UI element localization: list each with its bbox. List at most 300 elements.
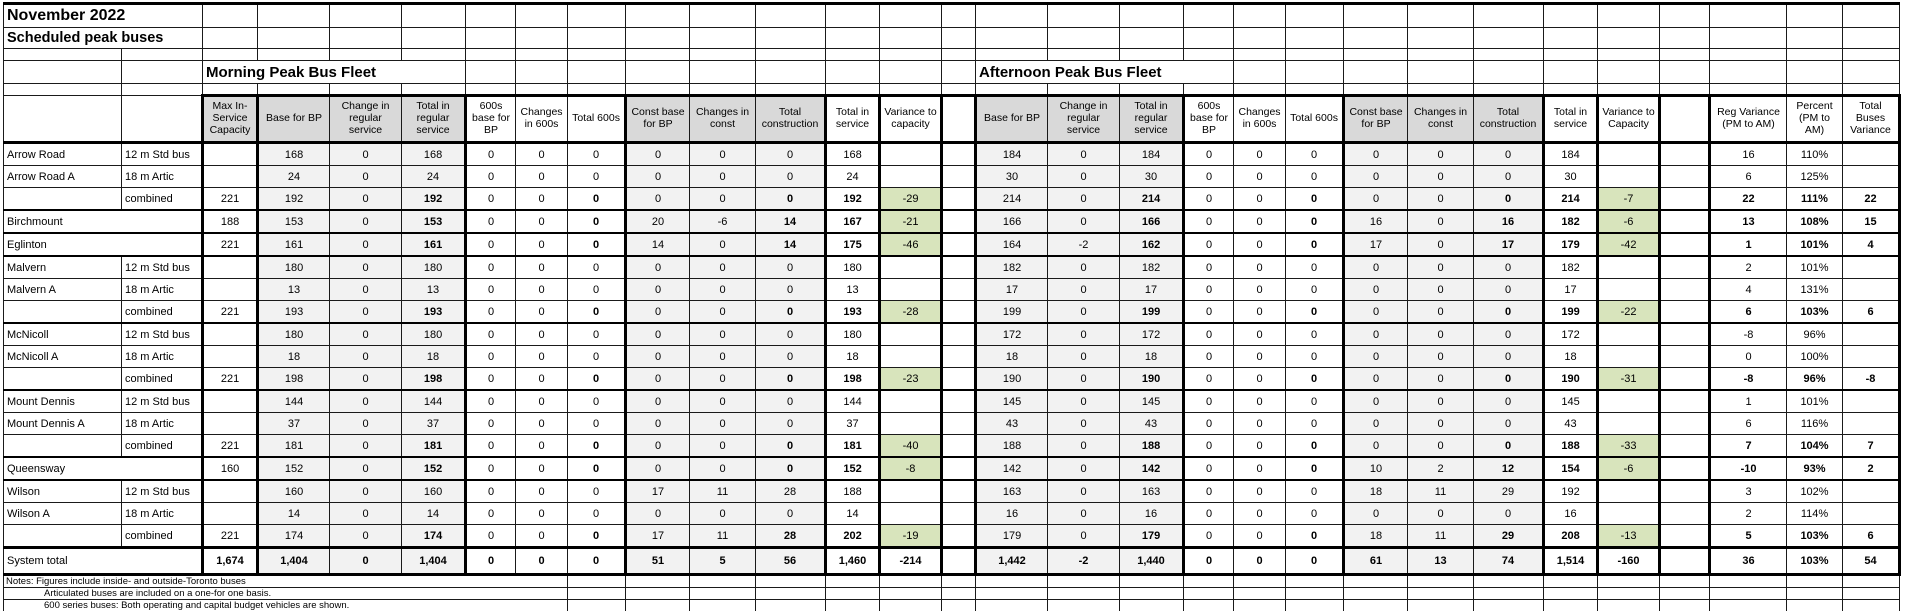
value-cell[interactable]: -8 — [880, 457, 942, 480]
value-cell[interactable]: 114% — [1787, 503, 1843, 525]
empty-cell[interactable] — [516, 84, 568, 96]
value-cell[interactable]: 0 — [1408, 256, 1474, 279]
value-cell[interactable]: 6 — [1710, 166, 1787, 188]
empty-cell[interactable] — [516, 49, 568, 61]
capacity-cell[interactable] — [203, 346, 258, 368]
spacer-cell[interactable] — [942, 188, 976, 211]
empty-cell[interactable] — [402, 28, 466, 49]
value-cell[interactable]: 24 — [402, 166, 466, 188]
value-cell[interactable]: 96% — [1787, 368, 1843, 391]
value-cell[interactable] — [1598, 413, 1660, 435]
value-cell[interactable]: 54 — [1843, 548, 1900, 575]
empty-cell[interactable] — [1544, 4, 1598, 28]
value-cell[interactable]: 102% — [1787, 480, 1843, 503]
capacity-cell[interactable] — [203, 413, 258, 435]
value-cell[interactable]: 0 — [568, 346, 626, 368]
value-cell[interactable]: 16 — [976, 503, 1048, 525]
row-label[interactable]: Wilson — [4, 480, 122, 503]
empty-cell[interactable] — [1120, 588, 1184, 600]
value-cell[interactable]: 0 — [1344, 188, 1408, 211]
value-cell[interactable]: 0 — [756, 390, 826, 413]
value-cell[interactable] — [880, 390, 942, 413]
value-cell[interactable]: 142 — [976, 457, 1048, 480]
capacity-cell[interactable] — [203, 256, 258, 279]
value-cell[interactable]: 0 — [626, 323, 690, 346]
col-header-am-600s-changes[interactable]: Changes in 600s — [516, 96, 568, 143]
value-cell[interactable] — [1843, 166, 1900, 188]
value-cell[interactable]: 2 — [1843, 457, 1900, 480]
value-cell[interactable]: 168 — [402, 143, 466, 166]
value-cell[interactable]: 0 — [690, 503, 756, 525]
empty-cell[interactable] — [1120, 575, 1184, 588]
empty-cell[interactable] — [690, 49, 756, 61]
value-cell[interactable]: 96% — [1787, 323, 1843, 346]
value-cell[interactable]: 190 — [1120, 368, 1184, 391]
empty-cell[interactable] — [1660, 61, 1710, 84]
value-cell[interactable]: 0 — [1184, 480, 1234, 503]
value-cell[interactable]: 17 — [626, 480, 690, 503]
empty-cell[interactable] — [976, 28, 1048, 49]
value-cell[interactable]: 20 — [626, 210, 690, 233]
bus-type-label[interactable]: 18 m Artic — [122, 166, 203, 188]
empty-cell[interactable] — [203, 28, 258, 49]
value-cell[interactable]: 0 — [568, 323, 626, 346]
value-cell[interactable]: 0 — [1234, 548, 1286, 575]
value-cell[interactable]: 168 — [826, 143, 880, 166]
empty-cell[interactable] — [1474, 4, 1544, 28]
value-cell[interactable]: 13 — [402, 279, 466, 301]
empty-cell[interactable] — [1843, 28, 1900, 49]
capacity-cell[interactable] — [203, 143, 258, 166]
empty-cell[interactable] — [1286, 84, 1344, 96]
empty-cell[interactable] — [1286, 575, 1344, 588]
value-cell[interactable] — [1843, 346, 1900, 368]
value-cell[interactable]: 0 — [466, 368, 516, 391]
value-cell[interactable]: 0 — [1408, 233, 1474, 256]
empty-cell[interactable] — [1048, 575, 1120, 588]
value-cell[interactable]: 16 — [1710, 143, 1787, 166]
capacity-cell[interactable]: 160 — [203, 457, 258, 480]
value-cell[interactable]: 0 — [516, 435, 568, 458]
spacer-cell[interactable] — [1660, 525, 1710, 548]
col-header-capacity[interactable]: Max In-Service Capacity — [203, 96, 258, 143]
value-cell[interactable]: 0 — [568, 233, 626, 256]
empty-cell[interactable] — [568, 84, 626, 96]
empty-cell[interactable] — [1184, 49, 1234, 61]
value-cell[interactable]: 152 — [826, 457, 880, 480]
empty-cell[interactable] — [626, 600, 690, 611]
value-cell[interactable]: 11 — [1408, 525, 1474, 548]
value-cell[interactable]: 0 — [466, 525, 516, 548]
empty-cell[interactable] — [1544, 575, 1598, 588]
value-cell[interactable]: 0 — [1048, 435, 1120, 458]
value-cell[interactable]: 0 — [1184, 525, 1234, 548]
value-cell[interactable]: 131% — [1787, 279, 1843, 301]
value-cell[interactable]: 101% — [1787, 256, 1843, 279]
value-cell[interactable]: 1,514 — [1544, 548, 1598, 575]
value-cell[interactable]: 0 — [1234, 480, 1286, 503]
value-cell[interactable]: 18 — [1120, 346, 1184, 368]
value-cell[interactable]: 0 — [466, 457, 516, 480]
spacer-cell[interactable] — [1660, 166, 1710, 188]
value-cell[interactable]: 0 — [1184, 279, 1234, 301]
value-cell[interactable]: 101% — [1787, 390, 1843, 413]
value-cell[interactable]: 4 — [1843, 233, 1900, 256]
value-cell[interactable]: 0 — [1234, 210, 1286, 233]
value-cell[interactable]: 18 — [1344, 480, 1408, 503]
value-cell[interactable]: 0 — [1286, 548, 1344, 575]
value-cell[interactable]: 30 — [976, 166, 1048, 188]
value-cell[interactable]: 0 — [330, 390, 402, 413]
gap-header[interactable] — [1660, 96, 1710, 143]
value-cell[interactable]: 0 — [1048, 143, 1120, 166]
empty-cell[interactable] — [880, 575, 942, 588]
col-header-am-600s-base[interactable]: 600s base for BP — [466, 96, 516, 143]
value-cell[interactable]: 0 — [1286, 210, 1344, 233]
value-cell[interactable]: 17 — [976, 279, 1048, 301]
value-cell[interactable]: 1,440 — [1120, 548, 1184, 575]
col-header-pm-const-changes[interactable]: Changes in const — [1408, 96, 1474, 143]
empty-cell[interactable] — [1598, 588, 1660, 600]
value-cell[interactable]: 7 — [1710, 435, 1787, 458]
value-cell[interactable]: 0 — [626, 166, 690, 188]
bus-type-label[interactable]: 18 m Artic — [122, 503, 203, 525]
value-cell[interactable]: 17 — [1120, 279, 1184, 301]
value-cell[interactable] — [1843, 143, 1900, 166]
value-cell[interactable]: 0 — [1184, 210, 1234, 233]
empty-cell[interactable] — [826, 4, 880, 28]
empty-cell[interactable] — [1234, 84, 1286, 96]
value-cell[interactable]: 174 — [258, 525, 330, 548]
empty-cell[interactable] — [942, 588, 976, 600]
value-cell[interactable] — [880, 143, 942, 166]
value-cell[interactable]: 111% — [1787, 188, 1843, 211]
afternoon-section-title[interactable]: Afternoon Peak Bus Fleet — [976, 61, 1234, 84]
value-cell[interactable]: 0 — [690, 346, 756, 368]
value-cell[interactable]: 0 — [690, 413, 756, 435]
value-cell[interactable]: 0 — [568, 548, 626, 575]
value-cell[interactable]: 0 — [516, 457, 568, 480]
row-label[interactable]: McNicoll A — [4, 346, 122, 368]
row-label[interactable]: Malvern — [4, 256, 122, 279]
value-cell[interactable]: 104% — [1787, 435, 1843, 458]
value-cell[interactable]: 0 — [1184, 323, 1234, 346]
value-cell[interactable]: 56 — [756, 548, 826, 575]
value-cell[interactable]: 161 — [258, 233, 330, 256]
value-cell[interactable]: 0 — [330, 413, 402, 435]
value-cell[interactable]: 0 — [1234, 188, 1286, 211]
value-cell[interactable]: 0 — [626, 188, 690, 211]
value-cell[interactable]: 0 — [1474, 166, 1544, 188]
value-cell[interactable]: -6 — [1598, 457, 1660, 480]
value-cell[interactable]: 0 — [1408, 323, 1474, 346]
value-cell[interactable]: 0 — [756, 368, 826, 391]
value-cell[interactable]: 0 — [516, 323, 568, 346]
empty-cell[interactable] — [1843, 4, 1900, 28]
value-cell[interactable]: 1 — [1710, 390, 1787, 413]
empty-cell[interactable] — [466, 28, 516, 49]
value-cell[interactable]: 0 — [1234, 301, 1286, 324]
bus-type-label[interactable]: combined — [122, 301, 203, 324]
empty-cell[interactable] — [1234, 600, 1286, 611]
value-cell[interactable] — [880, 480, 942, 503]
empty-cell[interactable] — [1286, 600, 1344, 611]
value-cell[interactable]: 0 — [1344, 390, 1408, 413]
value-cell[interactable]: 0 — [1048, 413, 1120, 435]
value-cell[interactable]: -23 — [880, 368, 942, 391]
spacer-cell[interactable] — [942, 279, 976, 301]
value-cell[interactable]: 142 — [1120, 457, 1184, 480]
empty-cell[interactable] — [1787, 600, 1843, 611]
value-cell[interactable]: 198 — [258, 368, 330, 391]
empty-cell[interactable] — [203, 84, 258, 96]
empty-cell[interactable] — [568, 28, 626, 49]
col-header-pm-base[interactable]: Base for BP — [976, 96, 1048, 143]
value-cell[interactable]: -40 — [880, 435, 942, 458]
value-cell[interactable]: 0 — [568, 525, 626, 548]
value-cell[interactable]: 16 — [1474, 210, 1544, 233]
value-cell[interactable]: 172 — [1120, 323, 1184, 346]
value-cell[interactable]: 168 — [258, 143, 330, 166]
value-cell[interactable]: 163 — [976, 480, 1048, 503]
value-cell[interactable]: 0 — [1474, 390, 1544, 413]
value-cell[interactable]: -42 — [1598, 233, 1660, 256]
value-cell[interactable]: 0 — [1048, 368, 1120, 391]
empty-cell[interactable] — [1234, 61, 1286, 84]
value-cell[interactable]: 2 — [1408, 457, 1474, 480]
value-cell[interactable]: 0 — [1408, 390, 1474, 413]
empty-cell[interactable] — [826, 588, 880, 600]
value-cell[interactable]: 17 — [626, 525, 690, 548]
spacer-cell[interactable] — [1660, 323, 1710, 346]
col-header-am-const-changes[interactable]: Changes in const — [690, 96, 756, 143]
value-cell[interactable]: 15 — [1843, 210, 1900, 233]
spacer-cell[interactable] — [1660, 279, 1710, 301]
spacer-cell[interactable] — [942, 166, 976, 188]
empty-cell[interactable] — [203, 49, 258, 61]
value-cell[interactable]: 180 — [258, 323, 330, 346]
row-label[interactable]: Birchmount — [4, 210, 203, 233]
spacer-cell[interactable] — [1660, 368, 1710, 391]
empty-cell[interactable] — [1184, 84, 1234, 96]
row-label[interactable] — [4, 301, 122, 324]
empty-cell[interactable] — [258, 49, 330, 61]
value-cell[interactable]: 180 — [258, 256, 330, 279]
capacity-cell[interactable] — [203, 166, 258, 188]
empty-cell[interactable] — [1787, 588, 1843, 600]
value-cell[interactable]: 0 — [516, 143, 568, 166]
empty-cell[interactable] — [826, 61, 880, 84]
empty-cell[interactable] — [568, 575, 626, 588]
col-header-pm-600s-base[interactable]: 600s base for BP — [1184, 96, 1234, 143]
value-cell[interactable]: -13 — [1598, 525, 1660, 548]
value-cell[interactable]: 0 — [1184, 390, 1234, 413]
value-cell[interactable]: 0 — [690, 188, 756, 211]
row-label[interactable]: Wilson A — [4, 503, 122, 525]
value-cell[interactable]: 144 — [258, 390, 330, 413]
value-cell[interactable] — [1843, 323, 1900, 346]
value-cell[interactable]: 180 — [826, 323, 880, 346]
value-cell[interactable]: 0 — [626, 279, 690, 301]
value-cell[interactable]: 103% — [1787, 548, 1843, 575]
spacer-cell[interactable] — [1660, 256, 1710, 279]
capacity-cell[interactable] — [203, 480, 258, 503]
row-label[interactable]: Mount Dennis — [4, 390, 122, 413]
value-cell[interactable]: 0 — [1344, 503, 1408, 525]
value-cell[interactable]: 0 — [690, 390, 756, 413]
bus-type-label[interactable]: 12 m Std bus — [122, 390, 203, 413]
row-label[interactable]: Arrow Road — [4, 143, 122, 166]
value-cell[interactable]: -33 — [1598, 435, 1660, 458]
value-cell[interactable]: 0 — [756, 503, 826, 525]
value-cell[interactable]: 0 — [1286, 233, 1344, 256]
spacer-cell[interactable] — [942, 390, 976, 413]
value-cell[interactable]: 0 — [1184, 503, 1234, 525]
value-cell[interactable]: 0 — [756, 279, 826, 301]
value-cell[interactable]: -46 — [880, 233, 942, 256]
empty-cell[interactable] — [1120, 600, 1184, 611]
value-cell[interactable]: 0 — [626, 390, 690, 413]
value-cell[interactable]: 0 — [466, 323, 516, 346]
value-cell[interactable]: 0 — [1286, 323, 1344, 346]
empty-cell[interactable] — [1660, 4, 1710, 28]
value-cell[interactable]: 0 — [1234, 525, 1286, 548]
empty-cell[interactable] — [1544, 49, 1598, 61]
value-cell[interactable]: 0 — [1234, 256, 1286, 279]
value-cell[interactable] — [1843, 279, 1900, 301]
value-cell[interactable]: 0 — [1234, 413, 1286, 435]
value-cell[interactable]: 153 — [258, 210, 330, 233]
empty-cell[interactable] — [1048, 28, 1120, 49]
empty-cell[interactable] — [942, 61, 976, 84]
value-cell[interactable]: 13 — [1710, 210, 1787, 233]
value-cell[interactable]: 163 — [1120, 480, 1184, 503]
value-cell[interactable]: 188 — [1120, 435, 1184, 458]
note-line[interactable]: Articulated buses are included on a one-for one basis. — [4, 588, 568, 600]
col-header-am-base[interactable]: Base for BP — [258, 96, 330, 143]
value-cell[interactable]: 0 — [1286, 503, 1344, 525]
value-cell[interactable]: 175 — [826, 233, 880, 256]
value-cell[interactable]: 179 — [1544, 233, 1598, 256]
empty-cell[interactable] — [1598, 49, 1660, 61]
capacity-cell[interactable]: 188 — [203, 210, 258, 233]
empty-cell[interactable] — [1408, 588, 1474, 600]
empty-cell[interactable] — [1598, 4, 1660, 28]
bus-type-label[interactable]: 18 m Artic — [122, 279, 203, 301]
value-cell[interactable]: 28 — [756, 525, 826, 548]
value-cell[interactable]: 0 — [1234, 143, 1286, 166]
value-cell[interactable]: 0 — [1184, 368, 1234, 391]
empty-cell[interactable] — [1710, 28, 1787, 49]
value-cell[interactable]: 0 — [1286, 435, 1344, 458]
value-cell[interactable]: 190 — [976, 368, 1048, 391]
value-cell[interactable] — [1598, 166, 1660, 188]
value-cell[interactable]: 0 — [1710, 346, 1787, 368]
value-cell[interactable] — [1598, 480, 1660, 503]
value-cell[interactable]: 0 — [626, 435, 690, 458]
empty-cell[interactable] — [330, 84, 402, 96]
value-cell[interactable]: 0 — [466, 301, 516, 324]
row-label[interactable]: Arrow Road A — [4, 166, 122, 188]
value-cell[interactable] — [1598, 390, 1660, 413]
col-header-pm-const-base[interactable]: Const base for BP — [1344, 96, 1408, 143]
empty-cell[interactable] — [1344, 84, 1408, 96]
value-cell[interactable]: 93% — [1787, 457, 1843, 480]
value-cell[interactable]: 14 — [402, 503, 466, 525]
col-header-pm-total-regular[interactable]: Total in regular service — [1120, 96, 1184, 143]
empty-cell[interactable] — [1286, 61, 1344, 84]
empty-cell[interactable] — [826, 49, 880, 61]
value-cell[interactable]: 0 — [1234, 166, 1286, 188]
value-cell[interactable]: 0 — [466, 166, 516, 188]
value-cell[interactable]: 0 — [626, 368, 690, 391]
spacer-cell[interactable] — [1660, 390, 1710, 413]
value-cell[interactable]: 0 — [1234, 503, 1286, 525]
empty-cell[interactable] — [1184, 28, 1234, 49]
empty-cell[interactable] — [1710, 61, 1787, 84]
value-cell[interactable]: 18 — [976, 346, 1048, 368]
empty-cell[interactable] — [1048, 4, 1120, 28]
value-cell[interactable]: 0 — [1286, 525, 1344, 548]
value-cell[interactable]: 7 — [1843, 435, 1900, 458]
spacer-cell[interactable] — [1660, 301, 1710, 324]
value-cell[interactable]: 192 — [826, 188, 880, 211]
value-cell[interactable]: 0 — [756, 256, 826, 279]
empty-cell[interactable] — [1598, 575, 1660, 588]
value-cell[interactable]: 0 — [1048, 210, 1120, 233]
value-cell[interactable]: 103% — [1787, 525, 1843, 548]
value-cell[interactable]: 0 — [466, 435, 516, 458]
empty-cell[interactable] — [122, 61, 203, 84]
empty-cell[interactable] — [1544, 588, 1598, 600]
value-cell[interactable]: 0 — [1234, 279, 1286, 301]
value-cell[interactable]: 0 — [1474, 256, 1544, 279]
empty-cell[interactable] — [880, 4, 942, 28]
value-cell[interactable]: 0 — [1344, 368, 1408, 391]
empty-cell[interactable] — [1234, 4, 1286, 28]
empty-cell[interactable] — [4, 61, 122, 84]
empty-cell[interactable] — [1598, 61, 1660, 84]
value-cell[interactable]: 0 — [330, 188, 402, 211]
value-cell[interactable]: -2 — [1048, 548, 1120, 575]
value-cell[interactable] — [880, 166, 942, 188]
empty-cell[interactable] — [880, 49, 942, 61]
value-cell[interactable]: 0 — [516, 233, 568, 256]
empty-cell[interactable] — [690, 61, 756, 84]
empty-cell[interactable] — [4, 84, 122, 96]
value-cell[interactable]: 0 — [1184, 233, 1234, 256]
value-cell[interactable] — [1843, 256, 1900, 279]
empty-cell[interactable] — [1474, 28, 1544, 49]
value-cell[interactable]: 0 — [1234, 323, 1286, 346]
capacity-cell[interactable]: 221 — [203, 188, 258, 211]
capacity-cell[interactable]: 221 — [203, 525, 258, 548]
value-cell[interactable]: -29 — [880, 188, 942, 211]
value-cell[interactable]: 0 — [1184, 301, 1234, 324]
value-cell[interactable]: 0 — [516, 256, 568, 279]
value-cell[interactable]: 0 — [568, 480, 626, 503]
col-header-am-total-in-service[interactable]: Total in service — [826, 96, 880, 143]
value-cell[interactable]: 180 — [402, 256, 466, 279]
empty-cell[interactable] — [942, 49, 976, 61]
value-cell[interactable]: 0 — [1048, 457, 1120, 480]
value-cell[interactable]: 28 — [756, 480, 826, 503]
empty-cell[interactable] — [880, 84, 942, 96]
value-cell[interactable]: 0 — [568, 188, 626, 211]
empty-cell[interactable] — [1408, 84, 1474, 96]
empty-cell[interactable] — [880, 28, 942, 49]
value-cell[interactable]: 0 — [1344, 301, 1408, 324]
